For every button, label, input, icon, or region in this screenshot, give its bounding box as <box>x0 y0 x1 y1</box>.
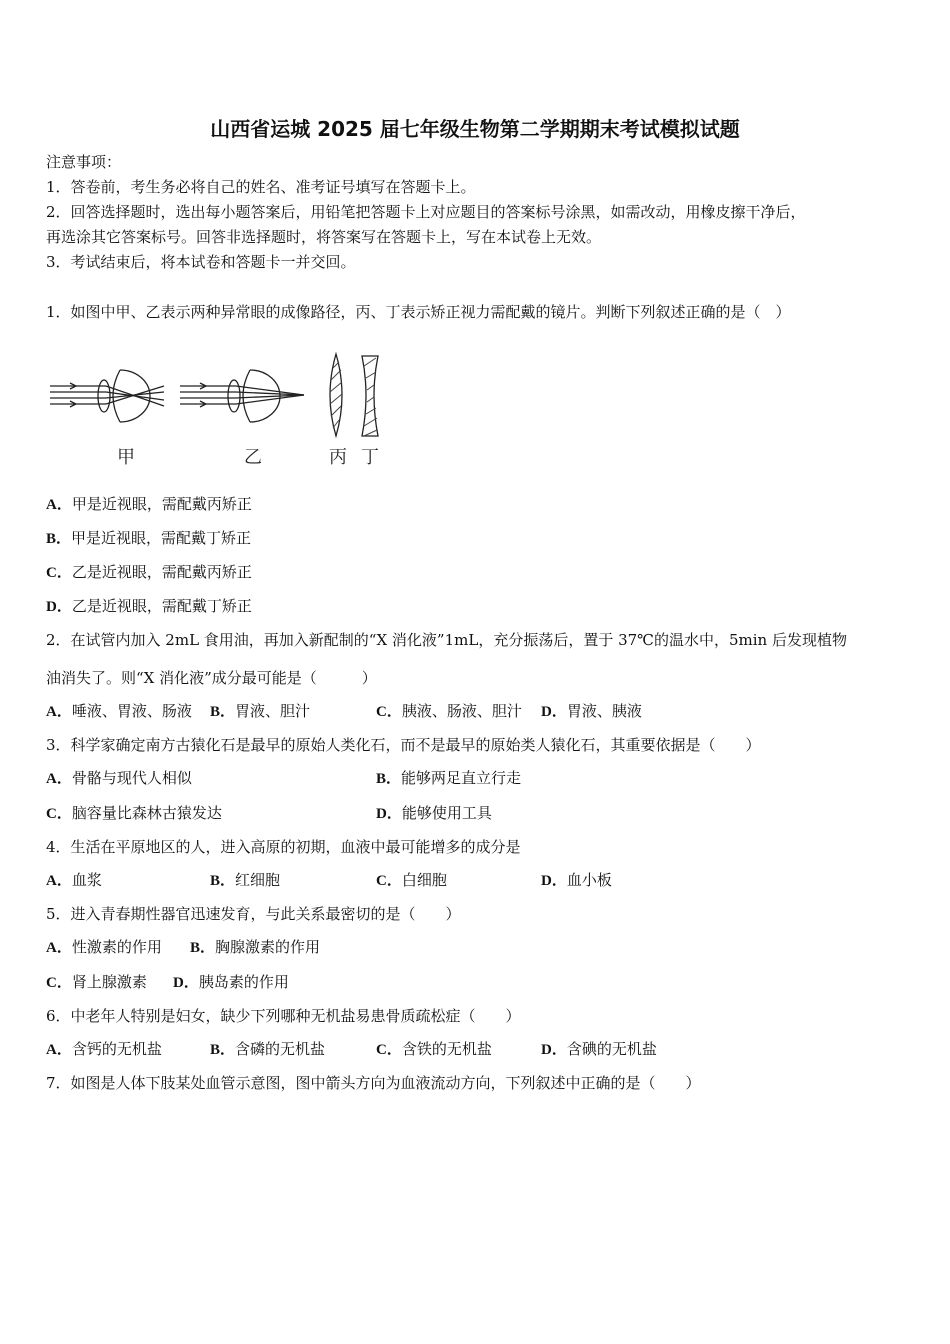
q1-option-c[interactable]: C．乙是近视眼，需配戴丙矫正 <box>46 563 252 581</box>
q4-option-d[interactable]: D．血小板 <box>541 871 612 889</box>
q5-option-a[interactable]: A．性激素的作用 <box>46 938 162 956</box>
eye-lens-figure <box>46 348 386 474</box>
q5-option-d[interactable]: D．胰岛素的作用 <box>173 973 289 991</box>
notice-heading: 注意事项： <box>46 153 122 171</box>
q4-option-b[interactable]: B．红细胞 <box>210 871 281 889</box>
label-jia: 甲 <box>117 447 135 468</box>
q6-option-d[interactable]: D．含碘的无机盐 <box>541 1040 657 1058</box>
eye-jia-diagram <box>50 370 164 422</box>
q6-option-a[interactable]: A．含钙的无机盐 <box>46 1040 162 1058</box>
q1-option-d[interactable]: D．乙是近视眼，需配戴丁矫正 <box>46 597 252 615</box>
page-title: 山西省运城 2025 届七年级生物第二学期期末考试模拟试题 <box>210 117 740 141</box>
notice-item: 1．答卷前，考生务必将自己的姓名、准考证号填写在答题卡上。 <box>46 178 476 196</box>
q1-stem: 1．如图中甲、乙表示两种异常眼的成像路径，丙、丁表示矫正视力需配戴的镜片。判断下列叙述正确的是（ ） <box>46 303 791 321</box>
q1-option-a[interactable]: A．甲是近视眼，需配戴丙矫正 <box>46 495 252 513</box>
q5-stem: 5．进入青春期性器官迅速发育，与此关系最密切的是（ ） <box>46 905 461 923</box>
q2-stem-line2: 油消失了。则“X 消化液”成分最可能是（ ） <box>46 669 377 687</box>
q3-option-a[interactable]: A．骨骼与现代人相似 <box>46 769 192 787</box>
q3-stem: 3．科学家确定南方古猿化石是最早的原始人类化石，而不是最早的原始类人猿化石，其重要依据是（ ） <box>46 736 761 754</box>
notice-item: 2．回答选择题时，选出每小题答案后，用铅笔把答题卡上对应题目的答案标号涂黑，如需改动，用橡皮擦干净后， <box>46 203 806 221</box>
q6-stem: 6．中老年人特别是妇女，缺少下列哪种无机盐易患骨质疏松症（ ） <box>46 1007 521 1025</box>
q5-option-c[interactable]: C．肾上腺激素 <box>46 973 147 991</box>
label-ding: 丁 <box>361 447 379 468</box>
q7-stem: 7．如图是人体下肢某处血管示意图，图中箭头方向为血液流动方向，下列叙述中正确的是（ ） <box>46 1074 701 1092</box>
label-bing: 丙 <box>329 447 347 468</box>
q4-option-c[interactable]: C．白细胞 <box>376 871 447 889</box>
q3-option-d[interactable]: D．能够使用工具 <box>376 804 492 822</box>
q1-option-b[interactable]: B．甲是近视眼，需配戴丁矫正 <box>46 529 252 547</box>
q3-option-b[interactable]: B．能够两足直立行走 <box>376 769 522 787</box>
q4-option-a[interactable]: A．血浆 <box>46 871 102 889</box>
q4-stem: 4．生活在平原地区的人，进入高原的初期，血液中最可能增多的成分是 <box>46 838 521 856</box>
q2-option-b[interactable]: B．胃液、胆汁 <box>210 702 311 720</box>
q3-option-c[interactable]: C．脑容量比森林古猿发达 <box>46 804 222 822</box>
lens-ding-concave <box>362 356 378 436</box>
q2-option-c[interactable]: C．胰液、肠液、胆汁 <box>376 702 522 720</box>
notice-item: 3．考试结束后，将本试卷和答题卡一并交回。 <box>46 253 356 271</box>
eye-yi-diagram <box>180 370 304 422</box>
q2-option-d[interactable]: D．胃液、胰液 <box>541 702 642 720</box>
label-yi: 乙 <box>244 447 262 468</box>
q5-option-b[interactable]: B．胸腺激素的作用 <box>190 938 321 956</box>
notice-item: 再选涂其它答案标号。回答非选择题时，将答案写在答题卡上，写在本试卷上无效。 <box>46 228 602 246</box>
q2-option-a[interactable]: A．唾液、胃液、肠液 <box>46 702 192 720</box>
q6-option-c[interactable]: C．含铁的无机盐 <box>376 1040 492 1058</box>
q6-option-b[interactable]: B．含磷的无机盐 <box>210 1040 326 1058</box>
q2-stem-line1: 2．在试管内加入 2mL 食用油，再加入新配制的“X 消化液”1mL，充分振荡后，置于 37℃的温水中，5min 后发现植物 <box>46 631 847 649</box>
lens-bing-convex <box>330 354 342 436</box>
